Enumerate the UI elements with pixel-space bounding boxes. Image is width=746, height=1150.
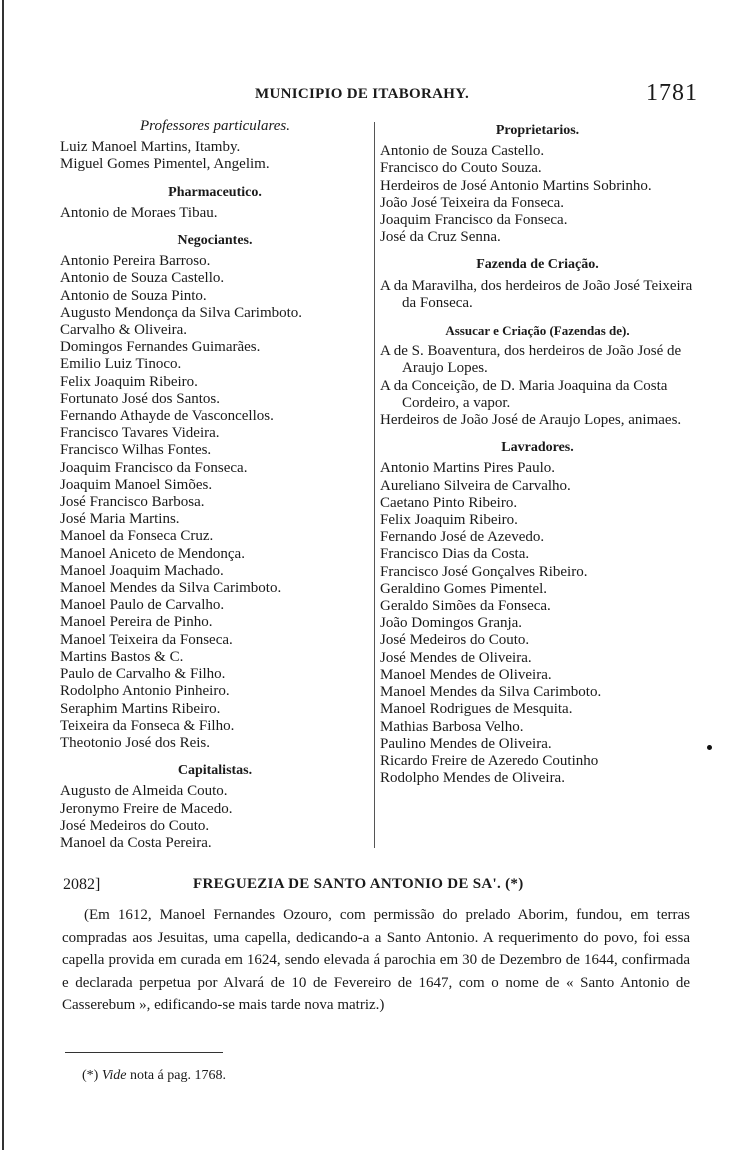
list-item: Manoel da Fonseca Cruz. <box>60 528 214 545</box>
list-item: A da Conceição, de D. Maria Joaquina da Costa Cordeiro, a vapor. <box>380 377 668 411</box>
list-item: A de S. Boaventura, dos herdeiros de João José de Araujo Lopes. <box>380 343 682 377</box>
list-item: Theotonio José dos Reis. <box>60 734 210 751</box>
list-item: José da Cruz Senna. <box>380 229 501 246</box>
list-item: Felix Joaquim Ribeiro. <box>380 512 518 529</box>
list-item: Paulo de Carvalho & Filho. <box>60 666 226 683</box>
list-item: José Francisco Barbosa. <box>60 494 205 511</box>
list-item: Francisco Dias da Costa. <box>380 546 530 563</box>
list-item: Miguel Gomes Pimentel, Angelim. <box>60 156 270 173</box>
list-item: Francisco do Couto Souza. <box>380 160 542 177</box>
list-item: Fernando Athayde de Vasconcellos. <box>60 408 274 425</box>
section-heading-pharmaceutico: Pharmaceutico. <box>168 184 262 200</box>
list-item: Manoel Aniceto de Mendonça. <box>60 545 245 562</box>
list-item: Manoel Paulo de Carvalho. <box>60 597 225 614</box>
list-item: José Medeiros do Couto. <box>380 632 530 649</box>
footnote <box>82 1068 226 1084</box>
section-heading-proprietarios: Proprietarios. <box>495 123 580 138</box>
list-item: Geraldino Gomes Pimentel. <box>380 580 548 597</box>
list-item: Antonio Pereira Barroso. <box>60 253 211 270</box>
list-item: Domingos Fernandes Guimarães. <box>60 339 261 356</box>
list-item: Jeronymo Freire de Macedo. <box>60 800 233 817</box>
list-item: Manoel Joaquim Machado. <box>60 562 224 579</box>
list-item: Joaquim Francisco da Fonseca. <box>380 212 568 229</box>
list-item: Manoel Mendes de Oliveira. <box>380 666 552 683</box>
section-title: FREGUEZIA DE SANTO ANTONIO DE SA'. (*) <box>193 876 524 892</box>
list-item: Paulino Mendes de Oliveira. <box>380 735 552 752</box>
list-item: João José Teixeira da Fonseca. <box>380 194 565 211</box>
page-edge-rule <box>2 0 4 1150</box>
list-item: José Maria Martins. <box>60 511 180 528</box>
footnote-text: nota á pag. 1768. <box>129 1068 226 1083</box>
list-item: Augusto Mendonça da Silva Carimboto. <box>60 304 303 321</box>
left-column <box>60 118 370 858</box>
list-item: Francisco Tavares Videira. <box>60 425 220 442</box>
list-item: Rodolpho Mendes de Oliveira. <box>380 770 565 787</box>
list-item: Carvalho & Oliveira. <box>60 322 188 339</box>
list-item: Seraphim Martins Ribeiro. <box>60 700 221 717</box>
ink-dot <box>707 745 712 750</box>
list-item: José Medeiros do Couto. <box>60 817 210 834</box>
list-item: Luiz Manoel Martins, Itamby. <box>60 139 241 156</box>
list-item: Manoel Pereira de Pinho. <box>60 614 213 631</box>
section-heading-professores-particulares: Professores particulares. <box>140 118 290 134</box>
list-item: Manoel Mendes da Silva Carimboto. <box>60 580 282 597</box>
list-item: Antonio Martins Pires Paulo. <box>380 460 555 477</box>
list-item: José Mendes de Oliveira. <box>380 649 532 666</box>
list-item: Francisco José Gonçalves Ribeiro. <box>380 563 588 580</box>
page-number: 1781 <box>646 80 698 106</box>
list-item: Fortunato José dos Santos. <box>60 390 221 407</box>
list-item: Aureliano Silveira de Carvalho. <box>380 477 571 494</box>
list-item: Herdeiros de João José de Araujo Lopes, animaes. <box>380 412 682 429</box>
list-item: Caetano Pinto Ribeiro. <box>380 494 518 511</box>
list-item: Ricardo Freire de Azeredo Coutinho <box>380 752 599 769</box>
section-heading-capitalistas: Capitalistas. <box>177 763 253 779</box>
list-item: Teixeira da Fonseca & Filho. <box>60 717 235 734</box>
list-item: Manoel da Costa Pereira. <box>60 834 212 851</box>
section-paragraph: (Em 1612, Manoel Fernandes Ozouro, com permissão do prelado Aborim, fundou, em terras compradas aos Jesuitas, uma capella, dedicando-a a Santo Antonio. A requerimento do povo, foi essa capella provida em curada em 1624, sendo elevada á parochia em 30 de Dezembro de 1644, confirmada e declarada perpetua por Alvará de 10 de Fevereiro de 1647, com o nome de « Santo Antonio de Casserebum », edificando-se mais tarde nova matriz.) <box>62 907 690 1013</box>
page-header-title: MUNICIPIO DE ITABORAHY. <box>255 86 470 102</box>
list-item: Emilio Luiz Tinoco. <box>60 356 182 373</box>
section-heading-assucar-e-cria-o-fazendas-de: Assucar e Criação (Fazendas de). <box>445 323 630 339</box>
list-item: Joaquim Francisco da Fonseca. <box>60 459 248 476</box>
list-item: João Domingos Granja. <box>380 615 523 632</box>
list-item: Antonio de Souza Pinto. <box>60 287 207 304</box>
list-item: Augusto de Almeida Couto. <box>60 783 228 800</box>
list-item: Antonio de Souza Castello. <box>380 143 545 160</box>
column-divider <box>374 122 375 848</box>
list-item: Geraldo Simões da Fonseca. <box>380 598 551 615</box>
list-item: Joaquim Manoel Simões. <box>60 476 213 493</box>
list-item: A da Maravilha, dos herdeiros de João José Teixeira da Fonseca. <box>380 277 693 311</box>
list-item: Felix Joaquim Ribeiro. <box>60 373 198 390</box>
list-item: Martins Bastos & C. <box>60 648 184 665</box>
list-item: Mathias Barbosa Velho. <box>380 718 524 735</box>
footnote-vide: Vide <box>101 1068 127 1083</box>
section-heading-negociantes: Negociantes. <box>177 233 253 249</box>
footnote-rule <box>65 1052 223 1053</box>
list-item: Manoel Mendes da Silva Carimboto. <box>380 684 602 701</box>
section-heading-fazenda-de-cria-o: Fazenda de Criação. <box>476 257 599 273</box>
list-item: Antonio de Souza Castello. <box>60 270 225 287</box>
list-item: Francisco Wilhas Fontes. <box>60 442 212 459</box>
list-item: Rodolpho Antonio Pinheiro. <box>60 683 230 700</box>
list-item: Manoel Teixeira da Fonseca. <box>60 631 233 648</box>
section-number: 2082] <box>63 876 101 893</box>
section-heading-lavradores: Lavradores. <box>501 440 574 456</box>
footnote-marker: (*) <box>82 1068 99 1083</box>
list-item: Fernando José de Azevedo. <box>380 529 545 546</box>
right-column <box>380 118 695 793</box>
list-item: Manoel Rodrigues de Mesquita. <box>380 701 573 718</box>
list-item: Antonio de Moraes Tibau. <box>60 204 218 221</box>
list-item: Herdeiros de José Antonio Martins Sobrinho. <box>380 177 652 194</box>
